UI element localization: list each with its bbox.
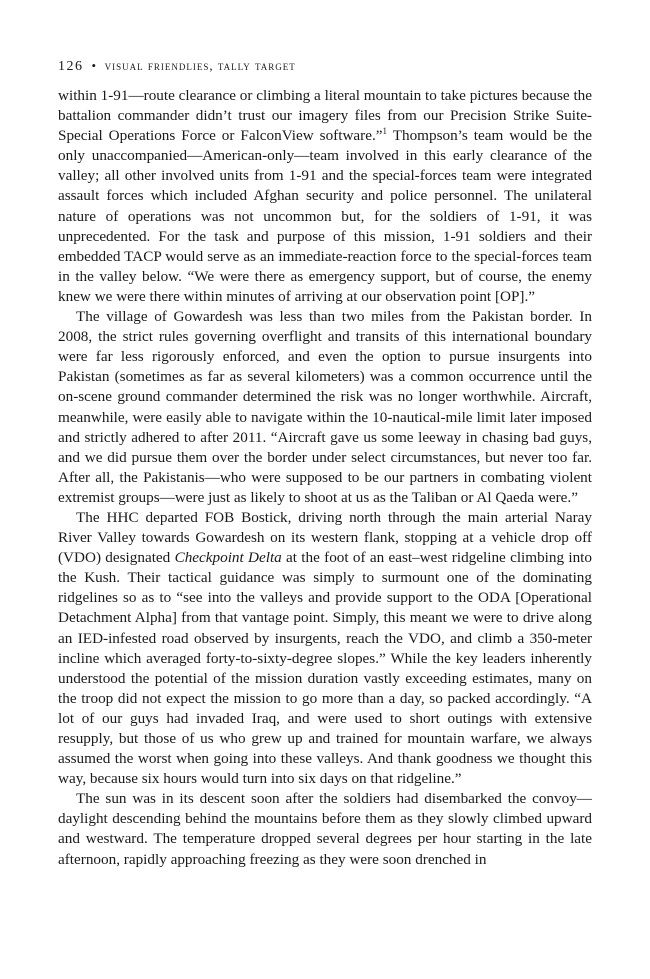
paragraph-4 bbox=[58, 789, 592, 869]
paragraph-text: The village of Gowardesh was less than two miles from the Pakistan border. In 2008, the strict rules governing overflight and transits of this international boundary were far less rigorously enforced, and even the option to pursue insurgents into Pakistan (sometimes as far as several kilometers) was a common occurrence until the on-scene ground commander determined the risk was no longer worthwhile. Aircraft, meanwhile, were easily able to navigate within the 10-nautical-mile limit later imposed and strictly adhered to after 2011. “Aircraft gave us some leeway in chasing bad guys, and we did pursue them over the border under select circumstances, but never too far. After all, the Pakistanis—who were supposed to be our partners in combating violent extremist groups—were just as likely to shoot at us as the Taliban or Al Qaeda were.” bbox=[58, 308, 592, 506]
paragraph-2 bbox=[58, 307, 592, 508]
running-title: visual friendlies, tally target bbox=[104, 58, 296, 73]
paragraph-text: Thompson’s team would be the only unaccompanied—American-only—team involved in this early clearance of the valley; all other involved units from 1-91 and the special-forces team were integrated assault forces which included Afghan security and police personnel. The unilateral nature of operations was not uncommon but, for the soldiers of 1-91, it was unprecedented. For the task and purpose of this mission, 1-91 soldiers and their embedded TACP would serve as an immediate-reaction force to the special-forces team in the valley below. “We were there as emergency support, but of course, the enemy knew we were there within minutes of arriving at our observation point [OP].” bbox=[58, 127, 593, 305]
paragraph-text: at the foot of an east–west ridgeline climbing into the Kush. Their tactical guidance was simply to surmount one of the dominating ridgelines so as to “see into the valleys and provide support to the ODA [Operational Detachment Alpha] from that vantage point. Simply, this meant we were to drive along an IED-infested road observed by insurgents, reach the VDO, and climb a 350-meter incline which averaged forty-to-sixty-degree slopes.” While the key leaders inherently understood the potential of the mission duration vastly exceeding estimates, many on the troop did not expect the mission to go more than a day, so packed accordingly. “A lot of our guys had invaded Iraq, and were used to short outings with extensive resupply, but those of us who grew up and trained for mountain warfare, we always assumed the worst when going into these valleys. And thank goodness we thought this way, because six hours would turn into six days on that ridgeline.” bbox=[58, 549, 592, 788]
paragraph-1 bbox=[58, 86, 592, 307]
paragraph-text: within 1-91—route clearance or climbing a literal mountain to take pictures because the battalion commander didn’t trust our imagery files from our Precision Strike Suite-Special Operations Force or FalconView software.” bbox=[58, 87, 592, 145]
footnote-marker: 1 bbox=[382, 126, 388, 137]
paragraph-3 bbox=[58, 508, 592, 789]
paragraph-text: The HHC departed FOB Bostick, driving north through the main arterial Naray River Valley towards Gowardesh on its western flank, stopping at a vehicle drop off (VDO) designated bbox=[58, 508, 592, 567]
paragraph-text: The sun was in its descent soon after the soldiers had disembarked the convoy—daylight descending behind the mountains before them as they slowly climbed upward and westward. The temperature dropped several degrees per hour starting in the late afternoon, rapidly approaching freezing as they were soon drenched in bbox=[58, 790, 592, 868]
header-bullet: • bbox=[91, 58, 97, 73]
page-number: 126 bbox=[58, 59, 84, 74]
italic-term: Checkpoint Delta bbox=[174, 549, 282, 567]
body-text bbox=[58, 86, 592, 870]
running-head bbox=[58, 58, 593, 75]
